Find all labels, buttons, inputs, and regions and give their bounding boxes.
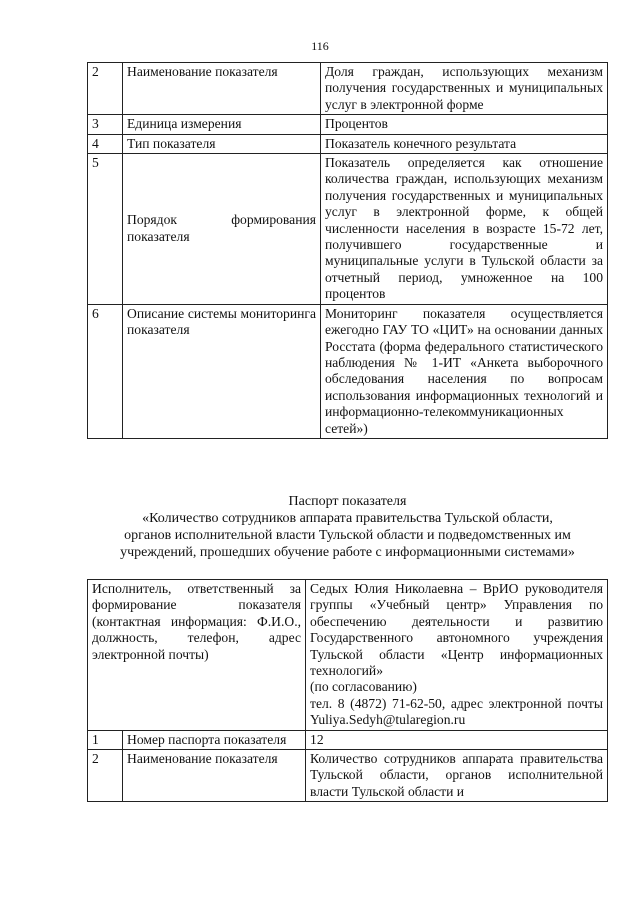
row-value: Процентов [321,115,608,134]
responsible-label: Исполнитель, ответственный за формирование показателя (контактная информация: Ф.И.О., должность, телефон, адрес электронной почты) [88,580,306,731]
passport-title: Паспорт показателя [288,494,407,509]
row-label: Наименование показателя [123,750,306,802]
passport-heading [80,493,615,561]
row-number: 2 [88,750,123,802]
table-row [88,134,608,153]
row-number: 1 [88,730,123,749]
row-number: 4 [88,134,123,153]
row-value: Показатель конечного результата [321,134,608,153]
row-value: Количество сотрудников аппарата правительства Тульской области, органов исполнительной власти Тульской области и [306,750,608,802]
row-label: Описание системы мониторинга показателя [123,304,321,438]
row-label: Номер паспорта показателя [123,730,306,749]
table-row [88,580,608,731]
responsible-value-line: (по согласованию) [310,679,417,695]
row-label: Наименование показателя [123,63,321,115]
page-number: 116 [311,39,329,53]
responsible-value-line: тел. 8 (4872) 71-62-50, адрес электронной почты Yuliya.Sedyh@tularegion.ru [310,695,604,728]
row-value: Доля граждан, использующих механизм получения государственных и муниципальных услуг в электронной форме [321,63,608,115]
row-value: Мониторинг показателя осуществляется ежегодно ГАУ ТО «ЦИТ» на основании данных Росстата (форма федерального статистического наблюдения № 1-ИТ «Анкета выборочного обследования населения по вопросам использования информационных технологий и информационно-телекоммуникационных сетей») [321,304,608,438]
row-label: Единица измерения [123,115,321,134]
table-row [88,154,608,305]
row-number: 6 [88,304,123,438]
table-row [88,304,608,438]
passport-subtitle-line: учреждений, прошедших обучение работе с информационными системами» [120,545,575,560]
table-row [88,750,608,802]
responsible-value [306,580,608,731]
row-value: 12 [306,730,608,749]
row-number: 3 [88,115,123,134]
passport-subtitle-line: «Количество сотрудников аппарата правительства Тульской области, [142,511,553,526]
indicator-table-continued [87,62,608,439]
row-number: 2 [88,63,123,115]
table-row [88,730,608,749]
row-label: Тип показателя [123,134,321,153]
row-number: 5 [88,154,123,305]
responsible-value-line: Седых Юлия Николаевна – ВрИО руководителя группы «Учебный центр» Управления по обеспечению деятельности и развитию Государственного автономного учреждения Тульской области «Центр информационных технологий» [310,581,604,679]
passport-subtitle-line: органов исполнительной власти Тульской области и подведомственных им [124,528,571,543]
row-value: Показатель определяется как отношение количества граждан, использующих механизм получения государственных и муниципальных услуг в электронной форме, к общей численности населения в возрасте 15-72 лет, получившего государственные и муниципальные услуги в Тульской области за отчетный период, умноженное на 100 процентов [321,154,608,305]
table-row [88,63,608,115]
table-row [88,115,608,134]
row-label: Порядок формирования показателя [123,154,321,305]
passport-table [87,579,608,802]
